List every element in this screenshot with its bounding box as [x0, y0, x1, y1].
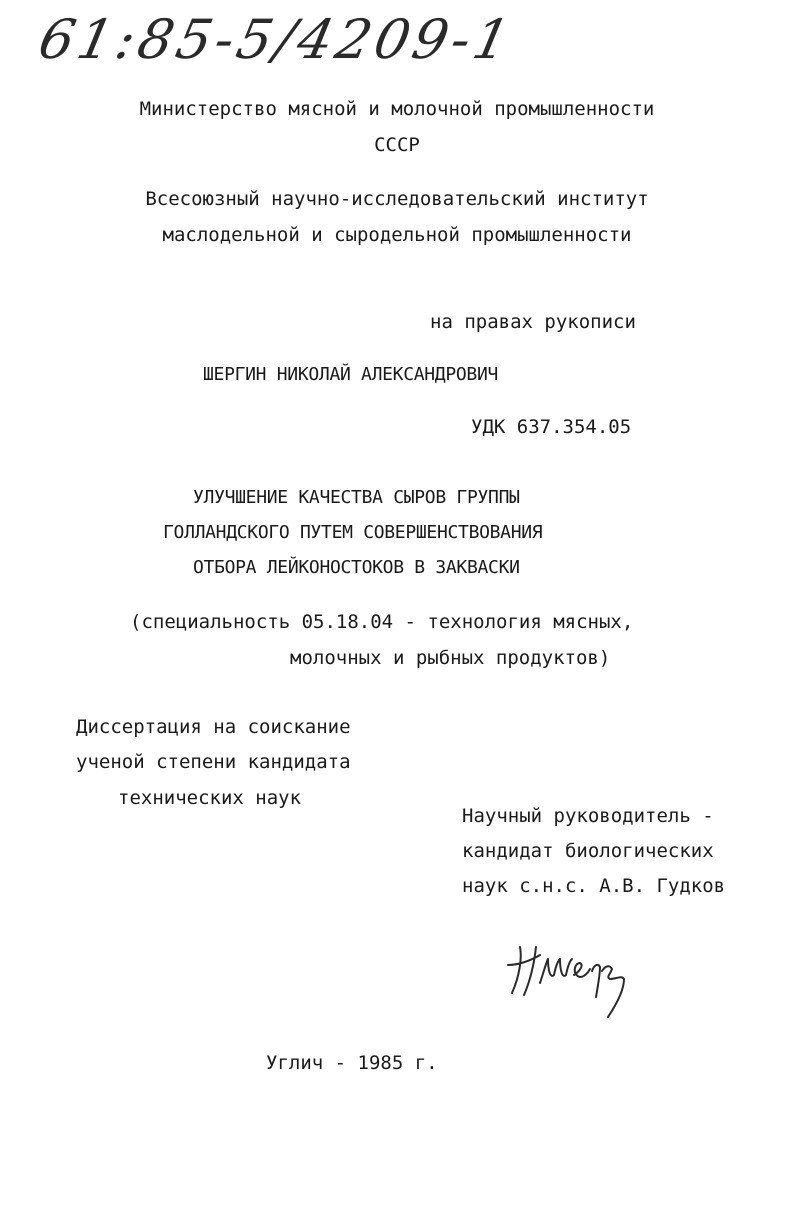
dissertation-line3: технических наук [118, 787, 302, 809]
supervisor-line3: наук с.н.с. А.В. Гудков [462, 875, 726, 897]
ministry-name: Министерство мясной и молочной промышленности [139, 98, 655, 120]
archive-code-handwritten: 61:85-5/4209-1 [33, 8, 520, 71]
author-signature [500, 935, 640, 1025]
thesis-title-line3: ОТБОРА ЛЕЙКОНОСТОКОВ В ЗАКВАСКИ [193, 557, 520, 578]
dissertation-line1: Диссертация на соискание [76, 716, 351, 738]
place-and-year: Углич - 1985 г. [266, 1052, 438, 1074]
dissertation-line2: ученой степени кандидата [76, 751, 351, 773]
thesis-title-line1: УЛУЧШЕНИЕ КАЧЕСТВА СЫРОВ ГРУППЫ [193, 487, 520, 508]
institute-name-line1: Всесоюзный научно-исследовательский институт [145, 188, 649, 210]
specialty-line2: молочных и рыбных продуктов) [290, 647, 611, 669]
manuscript-rights-note: на правах рукописи [430, 311, 636, 333]
country-name: СССР [374, 134, 420, 156]
institute-name-line2: маслодельной и сыродельной промышленности [162, 224, 632, 246]
supervisor-line1: Научный руководитель - [462, 805, 714, 827]
supervisor-line2: кандидат биологических [462, 840, 714, 862]
thesis-title-line2: ГОЛЛАНДСКОГО ПУТЕМ СОВЕРШЕНСТВОВАНИЯ [163, 522, 543, 543]
udc-code: УДК 637.354.05 [471, 416, 632, 438]
specialty-line1: (специальность 05.18.04 - технология мясных, [130, 611, 634, 633]
author-name: ШЕРГИН НИКОЛАЙ АЛЕКСАНДРОВИЧ [203, 364, 499, 385]
